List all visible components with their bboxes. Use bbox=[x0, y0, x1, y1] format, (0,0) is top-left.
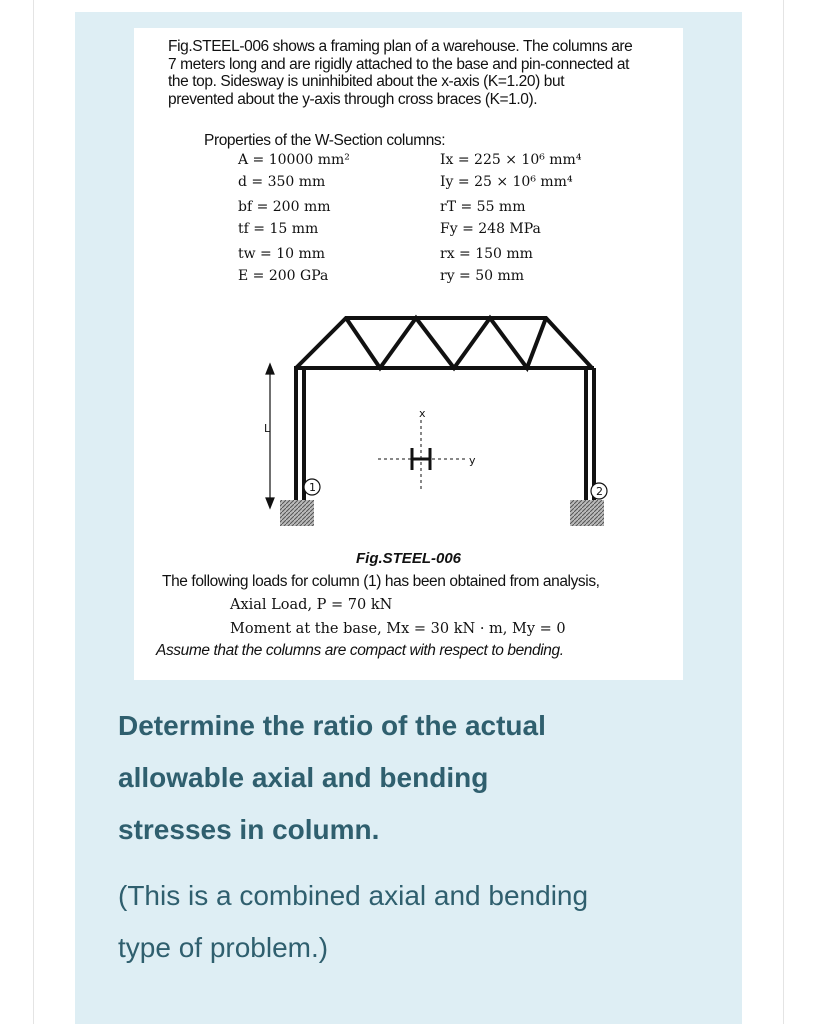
figure-caption: Fig.STEEL-006 bbox=[355, 550, 462, 567]
property-flange-width: bf = 200 mm bbox=[238, 199, 331, 215]
question-text bbox=[118, 700, 678, 856]
property-fy: Fy = 248 MPa bbox=[440, 221, 541, 237]
axis-y-label: y bbox=[469, 454, 476, 467]
property-web-thickness: tw = 10 mm bbox=[238, 246, 326, 262]
assumption-text: Assume that the columns are compact with respect to bending. bbox=[156, 642, 564, 659]
question-line: allowable axial and bending bbox=[118, 762, 489, 793]
column-left bbox=[296, 368, 304, 503]
intro-line: Fig.STEEL-006 shows a framing plan of a warehouse. The columns are bbox=[168, 38, 633, 55]
intro-line: 7 meters long and are rigidly attached to the base and pin-connected at bbox=[168, 55, 630, 73]
property-iy: Iy = 25 × 10⁶ mm⁴ bbox=[440, 174, 573, 190]
property-modulus: E = 200 GPa bbox=[238, 268, 329, 284]
right-border bbox=[783, 0, 784, 1024]
property-ix: Ix = 225 × 10⁶ mm⁴ bbox=[440, 152, 582, 168]
base-support-right bbox=[570, 500, 604, 526]
length-dimension bbox=[266, 364, 274, 508]
properties-title: Properties of the W-Section columns: bbox=[204, 132, 446, 149]
length-label: L bbox=[264, 422, 271, 435]
property-rt: rT = 55 mm bbox=[440, 199, 526, 215]
loads-intro: The following loads for column (1) has been obtained from analysis, bbox=[162, 573, 600, 590]
column-2-label: 2 bbox=[596, 485, 603, 498]
question-line: Determine the ratio of the actual bbox=[118, 710, 546, 741]
base-moment: Moment at the base, Mx = 30 kN · m, My = 0 bbox=[230, 621, 566, 637]
problem-type-note bbox=[118, 870, 708, 974]
intro-line: prevented about the y-axis through cross braces (K=1.0). bbox=[168, 90, 538, 108]
column-1-label: 1 bbox=[309, 481, 316, 494]
note-line: (This is a combined axial and bending bbox=[118, 880, 589, 911]
property-ry: ry = 50 mm bbox=[440, 268, 525, 284]
note-line: type of problem.) bbox=[118, 932, 329, 963]
base-support-left bbox=[280, 500, 314, 526]
intro-line: the top. Sidesway is uninhibited about the x-axis (K=1.20) but bbox=[168, 73, 565, 90]
axis-x-label: x bbox=[419, 407, 426, 420]
axial-load: Axial Load, P = 70 kN bbox=[230, 597, 393, 613]
column-right bbox=[586, 368, 594, 503]
property-area: A = 10000 mm² bbox=[238, 152, 350, 168]
property-flange-thickness: tf = 15 mm bbox=[238, 221, 319, 237]
problem-figure-image bbox=[134, 28, 683, 680]
question-line: stresses in column. bbox=[118, 814, 380, 845]
property-depth: d = 350 mm bbox=[238, 174, 326, 190]
property-rx: rx = 150 mm bbox=[440, 246, 533, 262]
left-border bbox=[33, 0, 34, 1024]
roof-truss bbox=[294, 318, 594, 368]
